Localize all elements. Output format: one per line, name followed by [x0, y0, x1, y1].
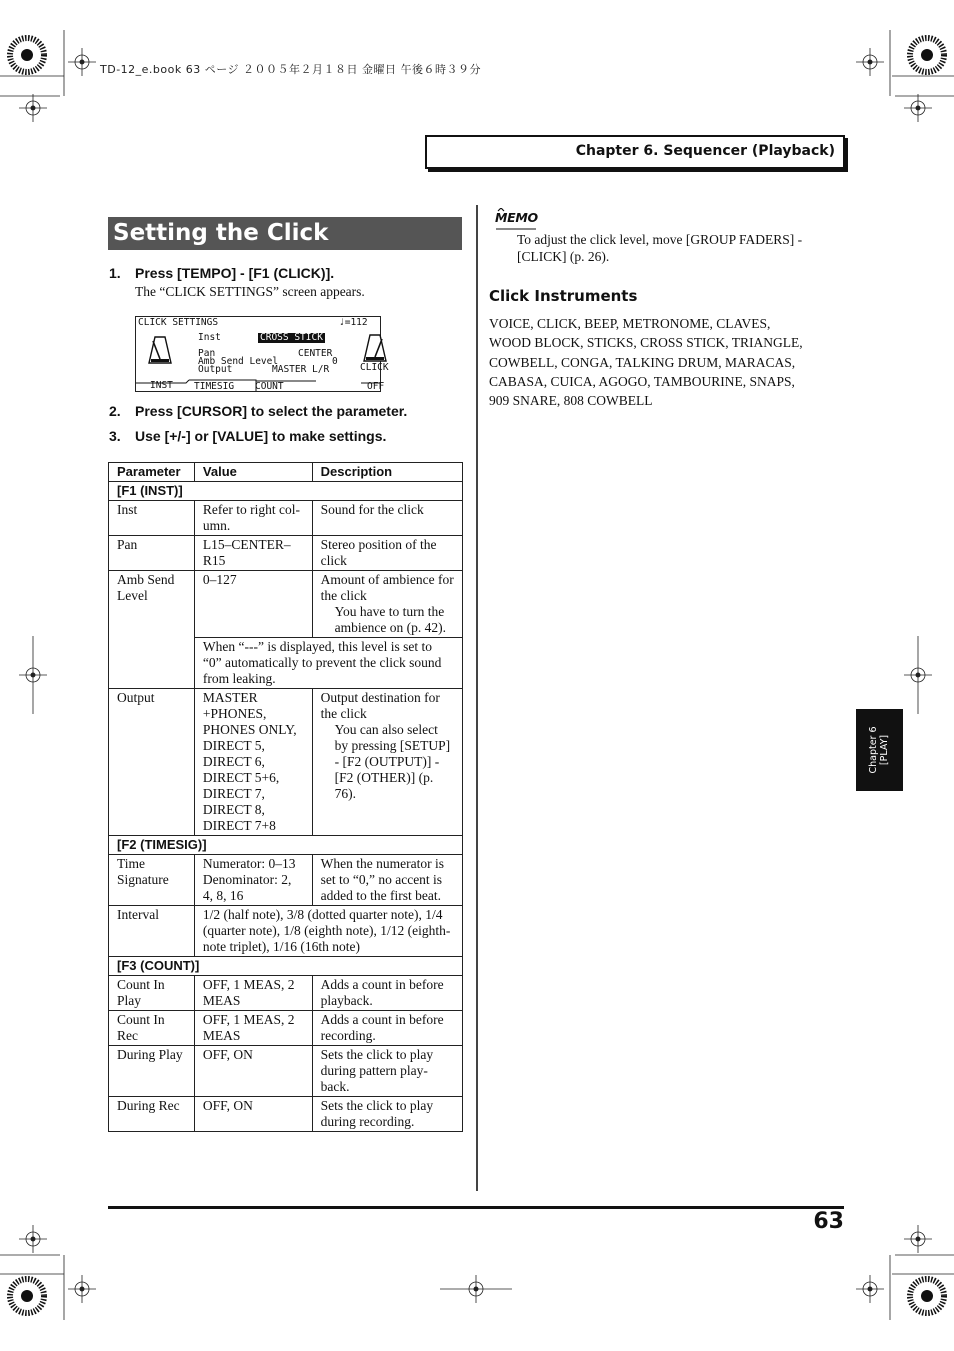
param-name: Output — [109, 689, 195, 836]
description-text: Amount of ambience for the click — [320, 572, 454, 603]
param-note: When “---” is displayed, this level is set to “0” automatically to prevent the click sound from leaking. — [194, 638, 462, 689]
param-description: Sets the click to play during pattern play-back. — [312, 1046, 462, 1097]
param-name: Pan — [109, 536, 195, 571]
lcd-inst-value: CROSS STICK — [260, 332, 323, 343]
param-name: Time Signature — [109, 855, 195, 906]
step-number: 1. — [109, 265, 121, 281]
lcd-amb-label: Amb Send Level — [198, 356, 279, 367]
param-value: OFF, ON — [194, 1046, 312, 1097]
param-description: Stereo position of the click — [312, 536, 462, 571]
lcd-pan-label: Pan — [198, 348, 216, 359]
description-text: Output destination for the click — [320, 690, 440, 721]
chapter-header-box — [425, 135, 845, 169]
table-row — [109, 1011, 463, 1046]
lcd-amb-value: 0 — [332, 356, 338, 367]
table-row — [109, 571, 463, 638]
table-row — [109, 1097, 463, 1132]
param-name: Count In Rec — [109, 1011, 195, 1046]
chapter-title: Chapter 6. Sequencer (Playback) — [575, 143, 835, 159]
click-instruments-list: VOICE, CLICK, BEEP, METRONOME, CLAVES, WOOD BLOCK, STICKS, CROSS STICK, TRIANGLE, COWBELL, CONGA, TALKING DRUM, MARACAS, CABASA, CUICA, AGOGO, TAMBOURINE, SNAPS, 909 SNARE, 808 COWBELL — [489, 316, 803, 409]
table-row — [109, 1046, 463, 1097]
table-group-row — [109, 836, 463, 855]
table-row — [109, 501, 463, 536]
group-f3-count: [F3 (COUNT)] — [109, 957, 463, 976]
param-description: Adds a count in before recording. — [312, 1011, 462, 1046]
side-tab-chapter: Chapter 6 — [868, 726, 879, 774]
param-value: OFF, 1 MEAS, 2 MEAS — [194, 976, 312, 1011]
param-value: L15–CENTER–R15 — [194, 536, 312, 571]
table-row — [109, 906, 463, 957]
memo-text: To adjust the click level, move [GROUP FADERS] - [CLICK] (p. 26). — [517, 232, 803, 264]
chapter-side-tab — [856, 709, 903, 791]
param-description: Sets the click to play during recording. — [312, 1097, 462, 1132]
description-note: You can also select by pressing [SETUP] - [F2 (OUTPUT)] - [F2 (OTHER)] (p. 76). — [334, 722, 451, 801]
param-name: During Play — [109, 1046, 195, 1097]
description-note: You have to turn the ambience on (p. 42). — [334, 604, 446, 635]
param-value: Refer to right col-umn. — [194, 501, 312, 536]
param-description: Sound for the click — [312, 501, 462, 536]
table-group-row — [109, 957, 463, 976]
param-name: Interval — [109, 906, 195, 957]
memo-label: MEMO — [495, 210, 538, 225]
lcd-tab-off: OFF — [367, 381, 385, 392]
lcd-screen — [135, 316, 389, 392]
click-instruments-heading: Click Instruments — [489, 287, 638, 305]
table-row — [109, 976, 463, 1011]
table-header-row — [109, 463, 463, 482]
param-name: Count In Play — [109, 976, 195, 1011]
table-group-row — [109, 482, 463, 501]
param-description — [312, 571, 462, 638]
step-number: 2. — [109, 403, 121, 419]
param-value: OFF, ON — [194, 1097, 312, 1132]
lcd-output-label: Output — [198, 364, 233, 375]
page-number: 63 — [813, 1209, 844, 1234]
step-text: Press [CURSOR] to select the parameter. — [135, 403, 408, 419]
step-number: 3. — [109, 428, 121, 444]
param-description — [312, 689, 462, 836]
side-tab-section: [PLAY] — [879, 734, 890, 766]
param-value: OFF, 1 MEAS, 2 MEAS — [194, 1011, 312, 1046]
group-f2-timesig: [F2 (TIMESIG)] — [109, 836, 463, 855]
param-value: 1/2 (half note), 3/8 (dotted quarter note), 1/4 (quarter note), 1/8 (eighth note), 1/12 (eighth-note triplet), 1/16 (16th note) — [194, 906, 462, 957]
lcd-output-value: MASTER L/R — [272, 364, 330, 375]
group-f1-inst: [F1 (INST)] — [109, 482, 463, 501]
lcd-title: CLICK SETTINGS — [138, 317, 219, 328]
param-value: MASTER +PHONES, PHONES ONLY, DIRECT 5, DIRECT 6, DIRECT 5+6, DIRECT 7, DIRECT 8, DIRECT 7+8 — [194, 689, 312, 836]
param-value: Numerator: 0–13 Denominator: 2, 4, 8, 16 — [194, 855, 312, 906]
lcd-tempo: ♩=112 — [339, 317, 368, 328]
lcd-tab-inst: INST — [150, 380, 173, 391]
table-row — [109, 689, 463, 836]
lcd-tab-timesig: TIMESIG — [194, 381, 235, 392]
parameter-table — [108, 462, 463, 1132]
table-row — [109, 855, 463, 906]
lcd-pan-value: CENTER — [298, 348, 333, 359]
side-tab-label — [868, 726, 890, 773]
step-subtext: The “CLICK SETTINGS” screen appears. — [135, 284, 365, 299]
lcd-click-label: CLICK — [360, 362, 389, 373]
table-row — [109, 536, 463, 571]
section-title: Setting the Click — [108, 217, 462, 250]
header-value: Value — [194, 463, 312, 482]
param-description: When the numerator is set to “0,” no accent is added to the first beat. — [312, 855, 462, 906]
step-text: Press [TEMPO] - [F1 (CLICK)]. — [135, 265, 335, 281]
lcd-inst-label: Inst — [198, 332, 221, 343]
param-name: Inst — [109, 501, 195, 536]
header-description: Description — [312, 463, 462, 482]
metronome-click-icon — [363, 333, 387, 363]
column-divider — [476, 205, 478, 1191]
param-value: 0–127 — [194, 571, 312, 638]
lcd-tab-count: COUNT — [255, 381, 284, 392]
file-header: TD-12_e.book 63 ページ ２００５年２月１８日 金曜日 午後６時３９分 — [100, 63, 481, 76]
lcd-tab-bar — [136, 379, 385, 392]
param-name: During Rec — [109, 1097, 195, 1132]
footer-rule — [108, 1206, 844, 1209]
param-description: Adds a count in before playback. — [312, 976, 462, 1011]
header-parameter: Parameter — [109, 463, 195, 482]
step-text: Use [+/-] or [VALUE] to make settings. — [135, 428, 387, 444]
metronome-icon — [148, 335, 172, 365]
param-name: Amb Send Level — [109, 571, 195, 689]
